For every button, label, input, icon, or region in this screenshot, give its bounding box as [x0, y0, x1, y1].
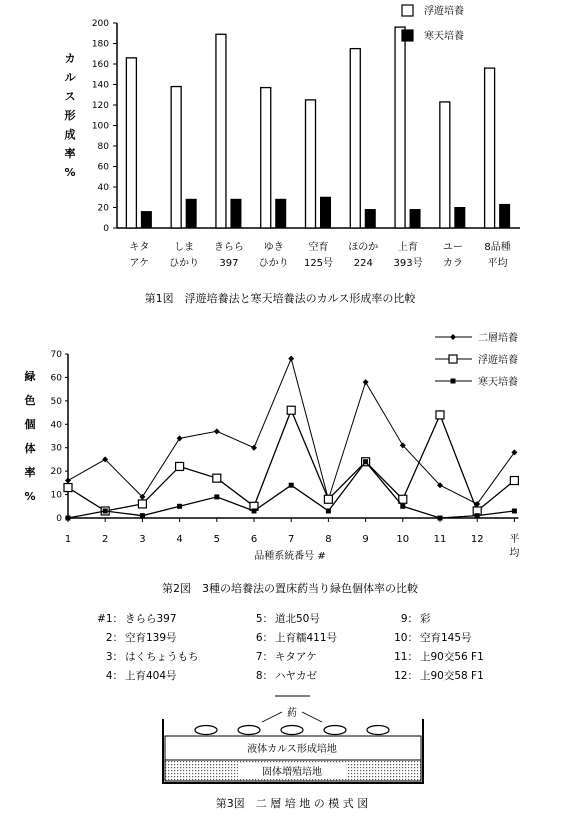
x-category-label: 397 — [219, 258, 239, 269]
line-chart — [0, 312, 561, 602]
y-axis-label-char: ス — [64, 90, 76, 103]
point-marker — [287, 406, 295, 414]
point-marker — [363, 459, 368, 464]
legend-label: 寒天培養 — [424, 31, 464, 42]
y-tick-label: 20 — [97, 203, 109, 214]
x-tick-label: 2 — [102, 534, 109, 545]
y-axis-label-char: 色 — [24, 394, 36, 407]
y-tick-label: 60 — [97, 162, 109, 173]
variety-number: 7： — [255, 651, 273, 663]
bar-floating — [216, 34, 226, 228]
x-tick-label: 5 — [213, 534, 220, 545]
legend-label: 二層培養 — [478, 333, 518, 344]
point-marker — [66, 516, 71, 521]
y-tick-label: 70 — [50, 350, 62, 360]
point-marker — [451, 379, 456, 384]
bar-agar — [410, 210, 420, 228]
variety-name: キタアケ — [275, 651, 317, 663]
x-category-label: 224 — [353, 258, 373, 269]
bar-floating — [261, 88, 271, 228]
point-marker — [65, 478, 71, 484]
variety-number: #1： — [97, 613, 123, 625]
bar-agar — [186, 199, 196, 228]
y-tick-label: 40 — [50, 420, 62, 431]
anther-ovals — [195, 726, 389, 735]
y-tick-label: 0 — [103, 224, 109, 234]
x-category-label: きらら — [213, 242, 244, 253]
variety-name: 道北50号 — [275, 613, 320, 625]
x-tick-label: 8 — [325, 534, 332, 545]
variety-name: 空育145号 — [420, 632, 472, 644]
point-marker — [213, 474, 221, 482]
x-tick-label: 10 — [396, 534, 410, 545]
bar-floating — [126, 58, 136, 228]
y-tick-label: 80 — [97, 142, 109, 152]
y-tick-label: 100 — [91, 121, 109, 132]
point-marker — [450, 334, 456, 340]
x-category-label: しま — [174, 242, 195, 253]
bar-floating — [485, 68, 495, 228]
point-marker — [140, 513, 145, 518]
bar-floating — [395, 27, 405, 228]
x-category-label: 125号 — [303, 258, 334, 269]
variety-name: 上育404号 — [125, 670, 177, 682]
variety-number: 11： — [394, 651, 418, 663]
point-marker — [176, 462, 184, 470]
x-tick-label: 9 — [362, 534, 369, 545]
variety-number: 4： — [105, 670, 123, 682]
point-marker — [251, 445, 257, 451]
variety-name: きらら397 — [125, 613, 177, 625]
x-category-label: 空育 — [308, 242, 329, 253]
variety-number: 3： — [105, 651, 123, 663]
y-tick-label: 10 — [50, 490, 62, 501]
point-marker — [510, 477, 518, 485]
series-line — [68, 410, 514, 511]
bar-floating — [440, 102, 450, 228]
series-line — [68, 359, 514, 504]
point-marker — [64, 484, 72, 492]
x-category-label: ひかり — [169, 258, 200, 269]
y-axis-label-char: 率 — [64, 147, 76, 160]
bar-floating — [171, 87, 181, 228]
point-marker — [252, 508, 257, 513]
y-axis-label-char: 成 — [64, 128, 76, 141]
x-tick-label: 12 — [470, 534, 484, 545]
variety-name: 空育139号 — [125, 632, 177, 644]
x-category-label: 上育 — [398, 242, 419, 253]
variety-name: 彩 — [420, 613, 431, 625]
line-chart-xlabel: 品種系統番号 # — [254, 551, 326, 562]
point-marker — [324, 495, 332, 503]
bar-floating — [306, 100, 316, 228]
point-marker — [436, 411, 444, 419]
bar-chart-bars — [126, 27, 510, 269]
y-axis-label-char: 体 — [24, 442, 36, 455]
y-axis-label-char: % — [24, 490, 36, 503]
x-tick-label: 3 — [139, 534, 146, 545]
variety-name: はくちょうもち — [125, 651, 199, 663]
y-tick-label: 0 — [56, 514, 62, 524]
x-category-label: ゆき — [263, 242, 284, 253]
x-category-label: キタ — [129, 242, 150, 253]
x-tick-label: 平 — [509, 534, 520, 545]
bar-chart-title: 第1図 浮遊培養法と寒天培養法のカルス形成率の比較 — [144, 292, 416, 305]
x-tick-label: 11 — [433, 534, 447, 545]
variety-name: ハヤカゼ — [275, 670, 317, 682]
legend-swatch — [402, 30, 413, 41]
x-category-label: 平均 — [487, 258, 508, 269]
bar-agar — [231, 199, 241, 228]
x-tick-label: 4 — [176, 534, 183, 545]
variety-number: 8： — [255, 670, 273, 682]
point-marker — [214, 494, 219, 499]
variety-number: 9： — [400, 613, 418, 625]
point-marker — [400, 504, 405, 509]
bar-agar — [455, 208, 465, 229]
variety-number: 2： — [105, 632, 123, 644]
diagram-caption: 第3図 二 層 培 地 の 模 式 図 — [215, 797, 369, 810]
variety-number: 10： — [394, 632, 418, 644]
x-category-label: アケ — [129, 258, 150, 269]
y-tick-label: 40 — [97, 183, 109, 193]
x-category-label: 393号 — [393, 258, 423, 269]
variety-number: 5： — [255, 613, 273, 625]
point-marker — [512, 508, 517, 513]
point-marker — [438, 516, 443, 521]
bar-chart — [0, 0, 561, 310]
line-chart-series — [64, 356, 518, 521]
line-chart-title: 第2図 3種の培養法の置床葯当り緑色個体率の比較 — [162, 582, 418, 595]
bar-agar — [141, 212, 151, 228]
line-chart-legend — [435, 331, 518, 388]
variety-name: 上90交56 F1 — [420, 651, 484, 663]
bar-agar — [321, 197, 331, 228]
y-tick-label: 30 — [50, 443, 62, 454]
point-marker — [289, 483, 294, 488]
x-category-label: ひかり — [258, 258, 289, 269]
legend-label: 浮遊培養 — [478, 355, 518, 366]
liquid-layer-label: 液体カルス形成培地 — [247, 744, 337, 755]
x-tick-label: 7 — [288, 534, 295, 545]
bar-chart-legend — [402, 4, 464, 42]
y-tick-label: 180 — [91, 39, 109, 50]
y-axis-label-char: 形 — [64, 109, 76, 122]
y-axis-label-char: 率 — [24, 466, 36, 479]
variety-name: 上90交58 F1 — [420, 670, 484, 682]
medium-diagram — [0, 686, 561, 821]
variety-name: 上育糯411号 — [275, 632, 338, 644]
y-axis-label-char: 個 — [24, 418, 36, 431]
point-marker — [449, 355, 457, 363]
x-tick-label: 均 — [509, 548, 520, 559]
variety-list — [0, 606, 561, 686]
y-tick-label: 200 — [91, 19, 109, 29]
y-axis-label-char: ル — [64, 71, 76, 84]
bar-floating — [350, 49, 360, 228]
x-category-label: 8品種 — [484, 242, 511, 253]
x-category-label: ユー — [442, 242, 463, 253]
variety-number: 12： — [394, 670, 418, 682]
series-2 — [64, 406, 518, 515]
y-tick-label: 140 — [91, 80, 109, 91]
point-marker — [475, 513, 480, 518]
legend-label: 浮遊培養 — [424, 6, 464, 17]
y-axis-label-char: カ — [64, 52, 76, 65]
variety-number: 6： — [255, 632, 273, 644]
y-tick-label: 60 — [50, 373, 62, 384]
x-category-label: カラ — [442, 258, 463, 269]
bar-agar — [500, 204, 510, 228]
bar-agar — [365, 210, 375, 228]
y-tick-label: 160 — [91, 60, 109, 70]
y-axis-label-char: % — [64, 166, 76, 179]
y-tick-label: 50 — [50, 396, 62, 407]
legend-label: 寒天培養 — [478, 377, 518, 388]
point-marker — [103, 508, 108, 513]
point-marker — [138, 500, 146, 508]
point-marker — [363, 379, 369, 385]
solid-layer-label: 固体増殖培地 — [262, 767, 322, 778]
y-axis-label-char: 緑 — [24, 370, 36, 383]
point-marker — [214, 428, 220, 434]
bar-agar — [276, 199, 286, 228]
point-marker — [288, 356, 294, 362]
point-marker — [326, 508, 331, 513]
point-marker — [177, 435, 183, 441]
point-marker — [177, 504, 182, 509]
anther-label: 葯 — [287, 708, 297, 719]
x-category-label: ほのか — [348, 242, 379, 253]
x-tick-label: 1 — [64, 534, 72, 545]
y-tick-label: 120 — [91, 101, 109, 111]
x-tick-label: 6 — [250, 534, 258, 545]
legend-swatch — [402, 5, 413, 16]
y-tick-label: 20 — [50, 467, 62, 478]
